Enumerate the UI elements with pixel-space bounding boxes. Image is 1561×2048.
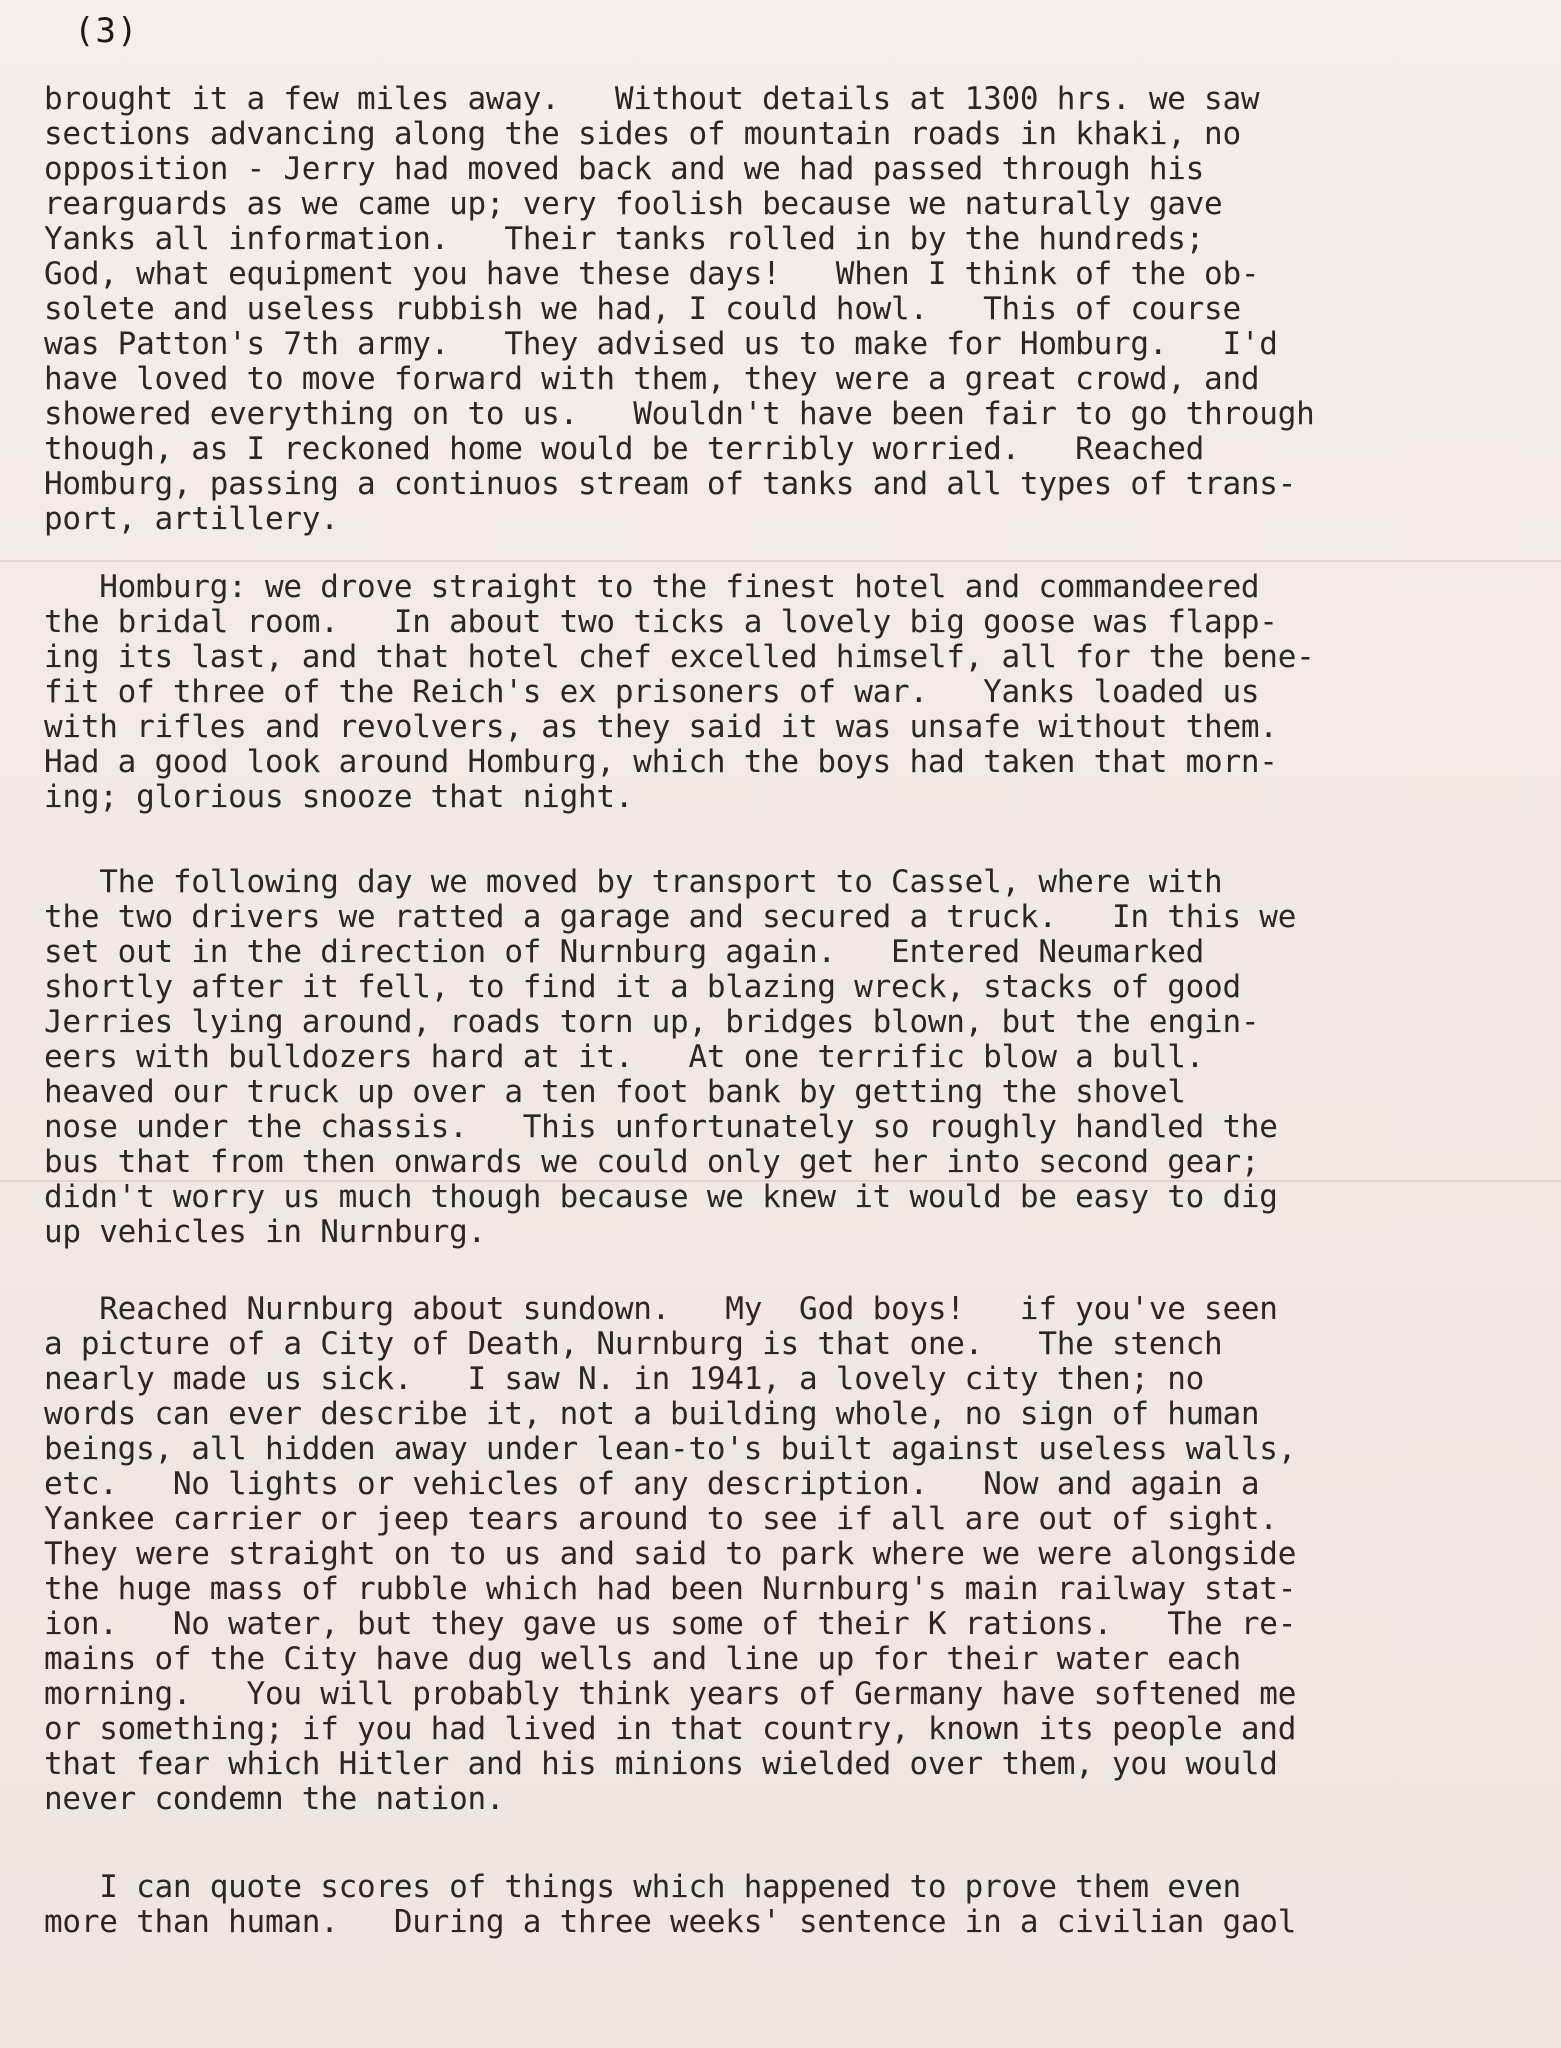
text-line: the bridal room. In about two ticks a lovely big goose was flapp- bbox=[44, 604, 1278, 640]
text-line: ing its last, and that hotel chef excelled himself, all for the bene- bbox=[44, 639, 1315, 675]
page-number: (3) bbox=[74, 11, 139, 51]
text-line: Homburg, passing a continuos stream of tanks and all types of trans- bbox=[44, 466, 1297, 502]
text-line: that fear which Hitler and his minions wielded over them, you would bbox=[44, 1746, 1278, 1782]
text-line: eers with bulldozers hard at it. At one terrific blow a bull. bbox=[44, 1039, 1205, 1075]
text-line: or something; if you had lived in that country, known its people and bbox=[44, 1711, 1297, 1747]
text-line: I can quote scores of things which happened to prove them even bbox=[44, 1869, 1241, 1905]
paper-fold-line bbox=[0, 560, 1561, 562]
text-line: ion. No water, but they gave us some of their K rations. The re- bbox=[44, 1606, 1297, 1642]
text-line: the two drivers we ratted a garage and secured a truck. In this we bbox=[44, 899, 1297, 935]
text-line: ing; glorious snooze that night. bbox=[44, 779, 634, 815]
text-line: shortly after it fell, to find it a blazing wreck, stacks of good bbox=[44, 969, 1241, 1005]
text-line: words can ever describe it, not a building whole, no sign of human bbox=[44, 1396, 1260, 1432]
text-line: up vehicles in Nurnburg. bbox=[44, 1214, 486, 1250]
text-line: rearguards as we came up; very foolish because we naturally gave bbox=[44, 186, 1223, 222]
text-line: etc. No lights or vehicles of any description. Now and again a bbox=[44, 1466, 1260, 1502]
text-line: port, artillery. bbox=[44, 501, 339, 537]
text-line: morning. You will probably think years of Germany have softened me bbox=[44, 1676, 1297, 1712]
paragraph bbox=[44, 1292, 1504, 1817]
text-line: never condemn the nation. bbox=[44, 1781, 505, 1817]
text-line: the huge mass of rubble which had been Nurnburg's main railway stat- bbox=[44, 1571, 1297, 1607]
text-line: Jerries lying around, roads torn up, bridges blown, but the engin- bbox=[44, 1004, 1260, 1040]
text-line: beings, all hidden away under lean-to's built against useless walls, bbox=[44, 1431, 1297, 1467]
text-line: fit of three of the Reich's ex prisoners of war. Yanks loaded us bbox=[44, 674, 1260, 710]
text-line: bus that from then onwards we could only get her into second gear; bbox=[44, 1144, 1260, 1180]
text-line: Reached Nurnburg about sundown. My God boys! if you've seen bbox=[44, 1291, 1278, 1327]
text-line: though, as I reckoned home would be terribly worried. Reached bbox=[44, 431, 1205, 467]
text-line: The following day we moved by transport to Cassel, where with bbox=[44, 864, 1223, 900]
text-line: heaved our truck up over a ten foot bank by getting the shovel bbox=[44, 1074, 1186, 1110]
text-line: nose under the chassis. This unfortunately so roughly handled the bbox=[44, 1109, 1278, 1145]
text-line: They were straight on to us and said to park where we were alongside bbox=[44, 1536, 1297, 1572]
text-line: didn't worry us much though because we knew it would be easy to dig bbox=[44, 1179, 1278, 1215]
text-line: Yankee carrier or jeep tears around to see if all are out of sight. bbox=[44, 1501, 1278, 1537]
text-line: God, what equipment you have these days! When I think of the ob- bbox=[44, 256, 1260, 292]
text-line: sections advancing along the sides of mountain roads in khaki, no bbox=[44, 116, 1241, 152]
text-line: Had a good look around Homburg, which the boys had taken that morn- bbox=[44, 744, 1278, 780]
text-line: more than human. During a three weeks' sentence in a civilian gaol bbox=[44, 1904, 1297, 1940]
text-line: mains of the City have dug wells and line up for their water each bbox=[44, 1641, 1241, 1677]
text-line: have loved to move forward with them, they were a great crowd, and bbox=[44, 361, 1260, 397]
text-line: showered everything on to us. Wouldn't have been fair to go through bbox=[44, 396, 1315, 432]
text-line: with rifles and revolvers, as they said it was unsafe without them. bbox=[44, 709, 1278, 745]
text-line: solete and useless rubbish we had, I could howl. This of course bbox=[44, 291, 1241, 327]
paragraph bbox=[44, 570, 1504, 815]
text-line: was Patton's 7th army. They advised us to make for Homburg. I'd bbox=[44, 326, 1278, 362]
text-line: set out in the direction of Nurnburg again. Entered Neumarked bbox=[44, 934, 1205, 970]
text-line: opposition - Jerry had moved back and we had passed through his bbox=[44, 151, 1205, 187]
text-line: a picture of a City of Death, Nurnburg is that one. The stench bbox=[44, 1326, 1223, 1362]
paragraph bbox=[44, 82, 1504, 537]
paragraph bbox=[44, 1870, 1504, 1940]
text-line: Yanks all information. Their tanks rolled in by the hundreds; bbox=[44, 221, 1205, 257]
paragraph bbox=[44, 865, 1504, 1250]
text-line: nearly made us sick. I saw N. in 1941, a lovely city then; no bbox=[44, 1361, 1205, 1397]
text-line: Homburg: we drove straight to the finest hotel and commandeered bbox=[44, 569, 1260, 605]
text-line: brought it a few miles away. Without details at 1300 hrs. we saw bbox=[44, 81, 1260, 117]
